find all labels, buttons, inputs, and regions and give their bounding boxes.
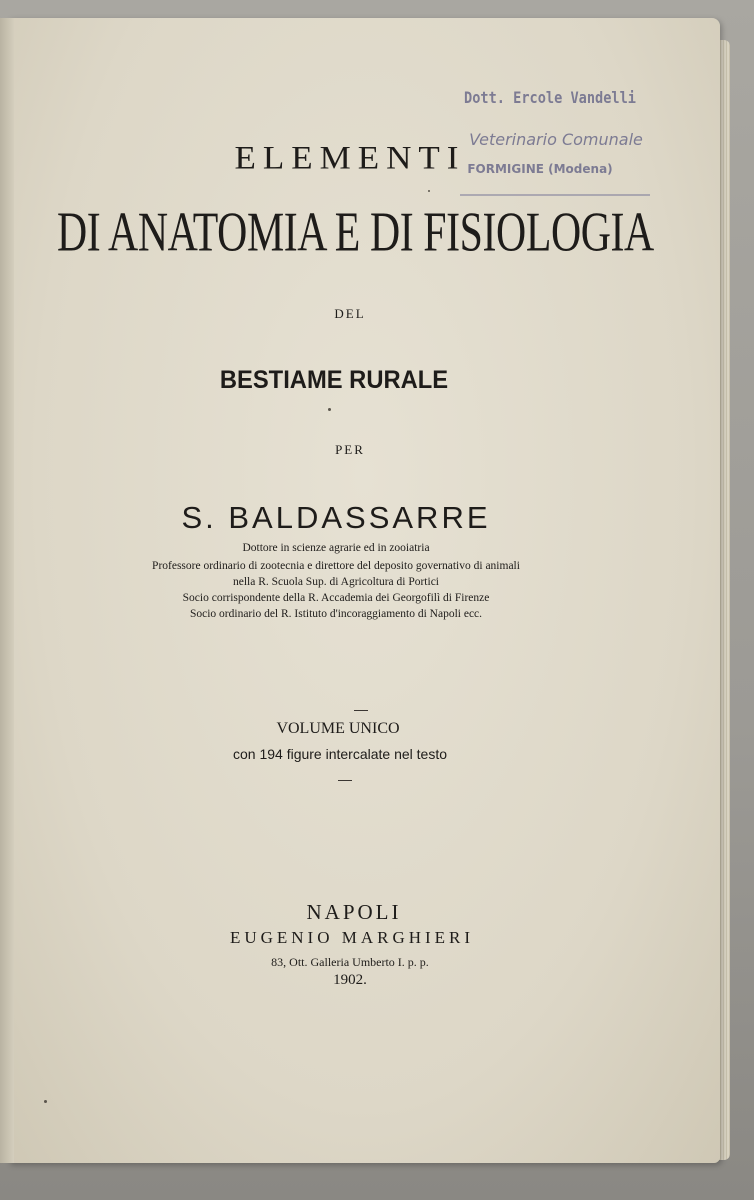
title-line-1: ELEMENTI bbox=[234, 139, 466, 177]
book-gutter bbox=[0, 18, 14, 1163]
stamp-underline bbox=[460, 194, 650, 196]
author-credential: Socio corrispondente della R. Accademia dei Georgofilì di Firenze bbox=[182, 592, 490, 604]
connector-del: DEL bbox=[334, 306, 366, 321]
imprint-city: NAPOLI bbox=[306, 900, 402, 924]
title-line-2: DI ANATOMIA E DI FISIOLOGIA bbox=[57, 202, 654, 264]
figures-note: con 194 figure intercalate nel testo bbox=[232, 746, 448, 762]
imprint-address: 83, Ott. Galleria Umberto I. p. p. bbox=[271, 955, 429, 969]
paper-speck bbox=[428, 190, 430, 192]
subject-heading: BESTIAME RURALE bbox=[219, 366, 449, 394]
ornament-dash-bottom bbox=[338, 780, 352, 781]
paper-speck bbox=[44, 1100, 47, 1103]
stamp-owner-name: Dott. Ercole Vandelli bbox=[464, 88, 636, 107]
stamp-owner-place: FORMIGINE (Modena) bbox=[467, 162, 613, 176]
paper-speck bbox=[328, 408, 331, 411]
author-credential: Professore ordinario di zootecnia e direttore del deposito governativo di animali bbox=[152, 560, 520, 572]
stamp-owner-role: Veterinario Comunale bbox=[469, 130, 643, 149]
author-credential: nella R. Scuola Sup. di Agricoltura di Portici bbox=[232, 576, 440, 588]
author-credential: Socio ordinario del R. Istituto d'incoraggiamento di Napoli ecc. bbox=[189, 608, 483, 620]
imprint-year: 1902. bbox=[333, 972, 367, 988]
imprint-publisher: EUGENIO MARGHIERI bbox=[229, 928, 475, 947]
volume-label: VOLUME UNICO bbox=[276, 720, 400, 737]
connector-per: PER bbox=[335, 442, 365, 457]
ornament-dash-top bbox=[354, 710, 368, 711]
author-credential: Dottore in scienze agrarie ed in zooiatria bbox=[242, 542, 430, 554]
author-name: S. BALDASSARRE bbox=[181, 500, 491, 535]
